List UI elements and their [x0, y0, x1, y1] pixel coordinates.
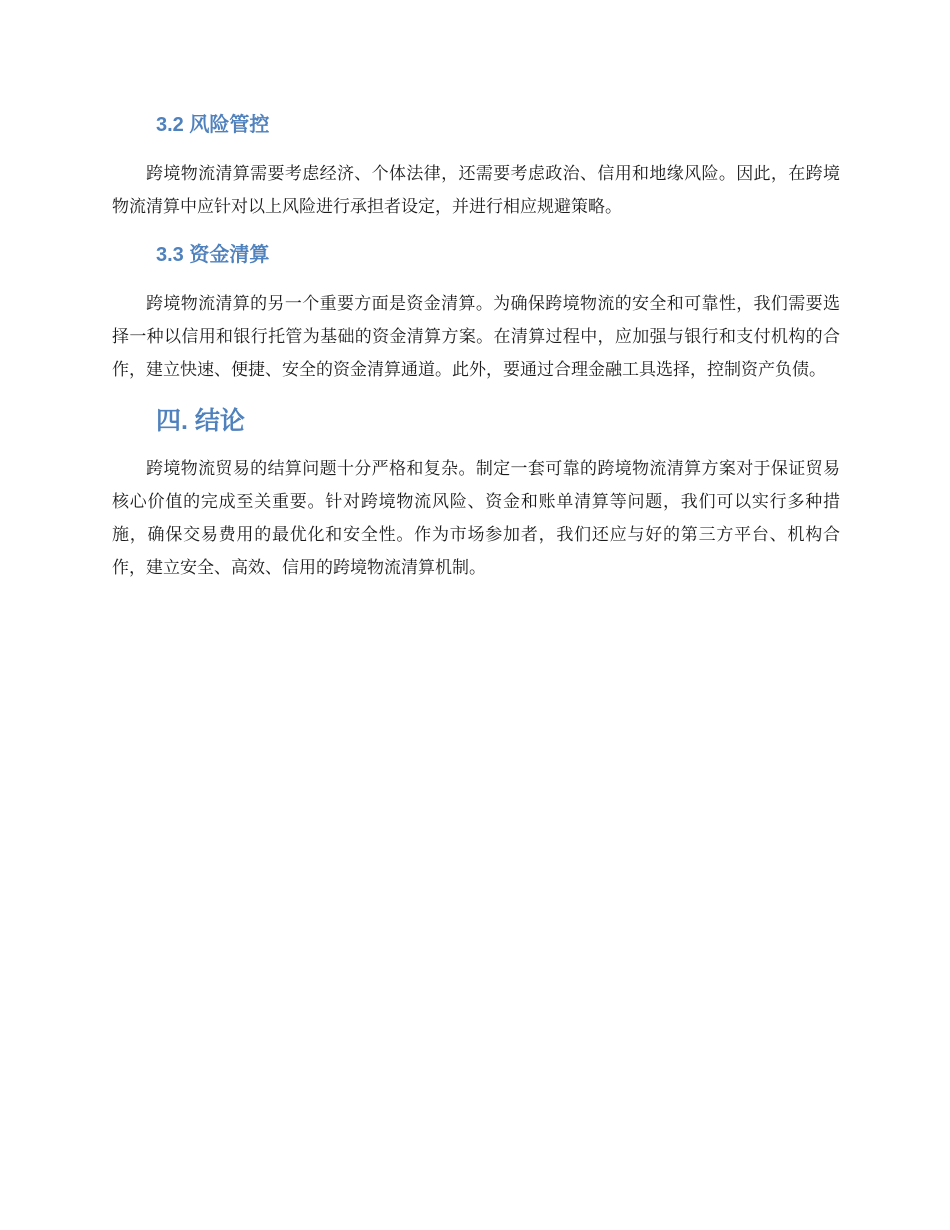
- section-heading-fund-settlement: 3.3 资金清算: [156, 244, 270, 266]
- document-content: [112, 108, 840, 585]
- section-heading-conclusion: 四. 结论: [156, 407, 245, 435]
- section-paragraph-fund-settlement: 跨境物流清算的另一个重要方面是资金清算。为确保跨境物流的安全和可靠性，我们需要选择一种以信用和银行托管为基础的资金清算方案。在清算过程中，应加强与银行和支付机构的合作，建立快速、便捷、安全的资金清算通道。此外，要通过合理金融工具选择，控制资产负债。: [112, 294, 840, 380]
- section-paragraph-conclusion: 跨境物流贸易的结算问题十分严格和复杂。制定一套可靠的跨境物流清算方案对于保证贸易核心价值的完成至关重要。针对跨境物流风险、资金和账单清算等问题，我们可以实行多种措施，确保交易费用的最优化和安全性。作为市场参加者，我们还应与好的第三方平台、机构合作，建立安全、高效、信用的跨境物流清算机制。: [112, 459, 840, 578]
- section-heading-risk-control: 3.2 风险管控: [156, 114, 270, 136]
- section-paragraph-risk-control: 跨境物流清算需要考虑经济、个体法律，还需要考虑政治、信用和地缘风险。因此，在跨境物流清算中应针对以上风险进行承担者设定，并进行相应规避策略。: [112, 164, 840, 217]
